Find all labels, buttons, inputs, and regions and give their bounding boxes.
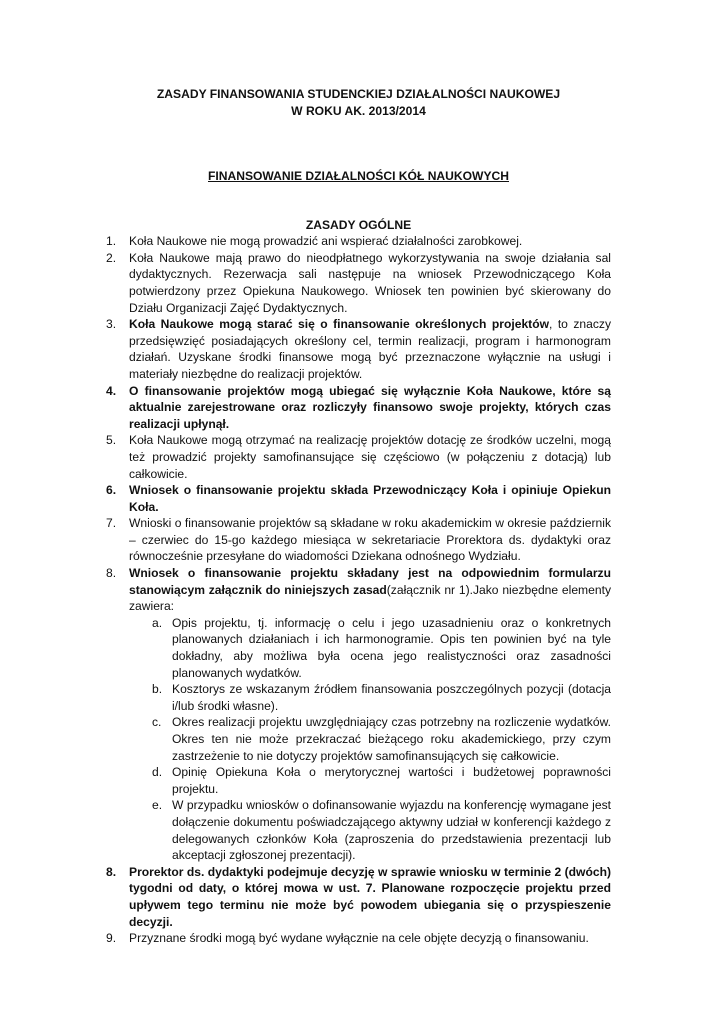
rule-number: 9. (106, 931, 117, 946)
rule-item (106, 233, 611, 250)
rule-item (106, 383, 611, 433)
rule-item (106, 250, 611, 316)
rule-number: 3. (106, 317, 117, 332)
rule-text (129, 565, 611, 615)
sub-item-text: W przypadku wniosków o dofinansowanie wyjazdu na konferencję wymagane jest dołączenie dokumentu poświadczającego aktywny udział w konferencji każdego z delegowanych członków Koła (zaproszenia do przedstawienia prezentacji lub akceptacji zgłoszonej prezentacji). (172, 798, 611, 863)
rule-text-rest: , to znaczy przedsięwzięć posiadających określony cel, termin realizacji, program i harmonogram działań. Uzyskane środki finansowe mogą być przeznaczone wyłącznie na usługi i materiały niezbędne do realizacji projektów. (129, 317, 611, 381)
sub-item (129, 764, 611, 797)
rule-text: Koła Naukowe mają prawo do nieodpłatnego wykorzystywania na swoje działania sal dydaktycznych. Rezerwacja sali następuje na wniosek Przewodniczącego Koła potwierdzony przez Opiekuna Naukowego. Wniosek ten powinien być skierowany do Działu Organizacji Zajęć Dydaktycznych. (129, 250, 611, 315)
section-heading: ZASADY OGÓLNE (305, 217, 412, 232)
sub-items-list (129, 615, 611, 864)
sub-item-letter: b. (152, 682, 163, 697)
sub-item-letter: e. (152, 798, 163, 813)
rule-item (106, 482, 611, 515)
rule-text: Wniosek o finansowanie projektu składa Przewodniczący Koła i opiniuje Opiekun Koła. (129, 483, 611, 514)
rule-item (106, 864, 611, 930)
sub-item-letter: a. (152, 615, 163, 630)
document-title-line-2: W ROKU AK. 2013/2014 (291, 103, 426, 118)
rule-text: Prorektor ds. dydaktyki podejmuje decyzję w sprawie wniosku w terminie 2 (dwóch) tygodni od daty, o której mowa w ust. 7. Planowane rozpoczęcie projektu przed upływem tego terminu nie może być powodem ubiegania się o przyspieszenie decyzji. (129, 864, 611, 929)
sub-item-text: Opinię Opiekuna Koła o merytorycznej wartości i budżetowej poprawności projektu. (172, 765, 611, 796)
rule-text (129, 316, 611, 382)
section-subtitle: FINANSOWANIE DZIAŁALNOŚCI KÓŁ NAUKOWYCH (208, 169, 509, 183)
sub-item (129, 797, 611, 863)
rule-number: 7. (106, 516, 117, 531)
rule-number: 8. (106, 864, 117, 879)
sub-item-letter: c. (152, 715, 162, 730)
document-title-line-1: ZASADY FINANSOWANIA STUDENCKIEJ DZIAŁALNOŚCI NAUKOWEJ (156, 87, 561, 101)
sub-item-letter: d. (152, 765, 163, 780)
rule-number: 6. (106, 483, 117, 498)
rule-text-bold: Wniosek o finansowanie projektu składany jest na odpowiednim formularzu stanowiącym załącznik do niniejszych zasad (129, 566, 611, 597)
sub-item (129, 681, 611, 714)
sub-item (129, 714, 611, 764)
rule-item (106, 432, 611, 482)
rule-item (106, 515, 611, 565)
rule-item (106, 316, 611, 382)
rule-number: 2. (106, 250, 117, 265)
rule-item (106, 930, 611, 947)
rule-text: Wnioski o finansowanie projektów są składane w roku akademickim w okresie październik – czerwiec do 15-go każdego miesiąca w sekretariacie Prorektora ds. dydaktyki oraz równocześnie przesyłane do wiadomości Dziekana odnośnego Wydziału. (129, 516, 611, 564)
rule-text: Przyznane środki mogą być wydane wyłącznie na cele objęte decyzją o finansowaniu. (129, 931, 589, 946)
rule-number: 1. (106, 234, 117, 249)
sub-item-text: Kosztorys ze wskazanym źródłem finansowania poszczególnych pozycji (dotacja i/lub środki własne). (172, 682, 611, 713)
rule-text: O finansowanie projektów mogą ubiegać się wyłącznie Koła Naukowe, które są aktualnie zarejestrowane oraz rozliczyły finansowo swoje projekty, których czas realizacji upłynął. (129, 383, 611, 431)
sub-item-text: Opis projektu, tj. informację o celu i jego uzasadnieniu oraz o konkretnych planowanych działaniach i ich harmonogramie. Opis ten powinien być na tyle dokładny, aby możliwa była ocena jego realistyczności oraz zasadności planowanych wydatków. (172, 615, 611, 680)
sub-item-text: Okres realizacji projektu uwzględniający czas potrzebny na rozliczenie wydatków. Okres ten nie może przekraczać bieżącego roku akademickiego, przy czym zastrzeżenie to nie dotyczy projektów samofinansujących się całkowicie. (172, 715, 611, 763)
rule-number: 8. (106, 566, 117, 581)
sub-item (129, 615, 611, 681)
rule-text: Koła Naukowe nie mogą prowadzić ani wspierać działalności zarobkowej. (129, 234, 523, 249)
rule-item (106, 565, 611, 864)
rule-text-bold: Koła Naukowe mogą starać się o finansowanie określonych projektów (129, 317, 549, 332)
rule-number: 4. (106, 383, 117, 398)
rule-number: 5. (106, 433, 117, 448)
rules-list (106, 233, 611, 947)
rule-text: Koła Naukowe mogą otrzymać na realizację projektów dotację ze środków uczelni, mogą też prowadzić projekty samofinansujące się częściowo (w połączeniu z dotacją) lub całkowicie. (129, 433, 611, 481)
rule-text-rest: (załącznik nr 1).Jako niezbędne elementy zawiera: (129, 582, 611, 614)
document-body (106, 86, 611, 947)
